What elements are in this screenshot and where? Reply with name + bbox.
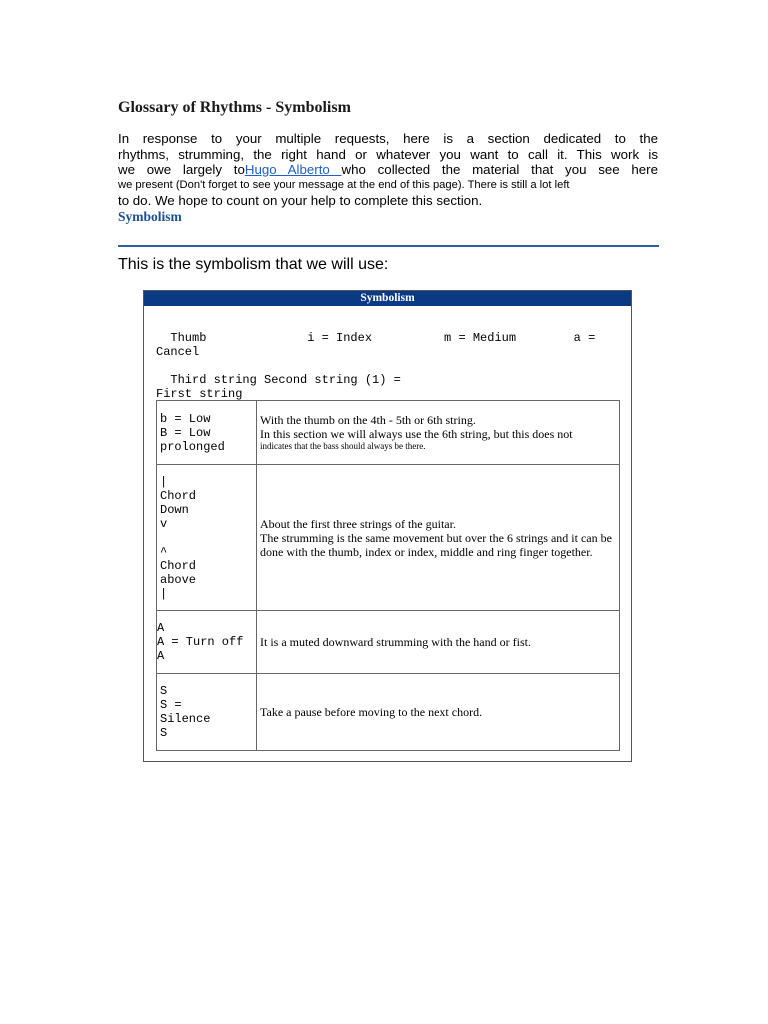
symbolism-intro: Thumb i = Index m = Medium a = Cancel Third string Second string (1) = First string	[156, 331, 596, 401]
symbolism-header: Symbolism	[144, 291, 631, 306]
description-text: Take a pause before moving to the next chord.	[260, 705, 483, 719]
description-text: With the thumb on the 4th - 5th or 6th string.	[260, 413, 476, 427]
description-text: In this section we will always use the 6th string, but this does not	[260, 427, 573, 441]
description-text: The strumming is the same movement but over the 6 strings and it can be done with the thumb, index or index, middle and ring finger together.	[260, 530, 612, 559]
table-row	[157, 401, 620, 465]
description-text: About the first three strings of the guitar.	[260, 516, 456, 531]
intro-paragraph	[118, 131, 658, 208]
intro-line: In response to your multiple requests, here is a section dedicated to the	[118, 131, 658, 146]
description-cell	[257, 674, 620, 751]
table-row	[157, 674, 620, 751]
description-cell	[257, 401, 620, 465]
intro-text: who collected the material that you see here	[341, 162, 659, 177]
symbolism-box	[143, 290, 632, 762]
symbol-cell: | Chord Down v ^ Chord above |	[157, 465, 257, 611]
intro-text: we owe largely to	[118, 162, 245, 177]
table-row	[157, 465, 620, 611]
symbol-cell: S S = Silence S	[157, 674, 257, 751]
intro-line: we present (Don't forget to see your message at the end of this page). There is still a lot left	[118, 178, 570, 191]
description-cell	[257, 465, 620, 611]
author-link[interactable]: Hugo Alberto	[244, 162, 342, 177]
description-text: It is a muted downward strumming with the hand or fist.	[260, 635, 531, 649]
intro-line: rhythms, strumming, the right hand or whatever you want to call it. This work is	[118, 146, 658, 162]
description-note: indicates that the bass should always be there.	[260, 441, 426, 451]
symbolism-table	[156, 400, 620, 751]
symbol-cell: b = Low B = Low prolonged	[157, 401, 257, 465]
intro-line: to do. We hope to count on your help to complete this section.	[118, 192, 483, 208]
symbolism-link[interactable]: Symbolism	[118, 209, 182, 224]
symbol-cell: A A = Turn off A	[157, 611, 257, 674]
divider	[118, 245, 659, 247]
intro-line	[118, 162, 658, 178]
page-title: Glossary of Rhythms - Symbolism	[118, 99, 351, 116]
table-row	[157, 611, 620, 674]
description-cell	[257, 611, 620, 674]
lead-text: This is the symbolism that we will use:	[118, 256, 389, 273]
